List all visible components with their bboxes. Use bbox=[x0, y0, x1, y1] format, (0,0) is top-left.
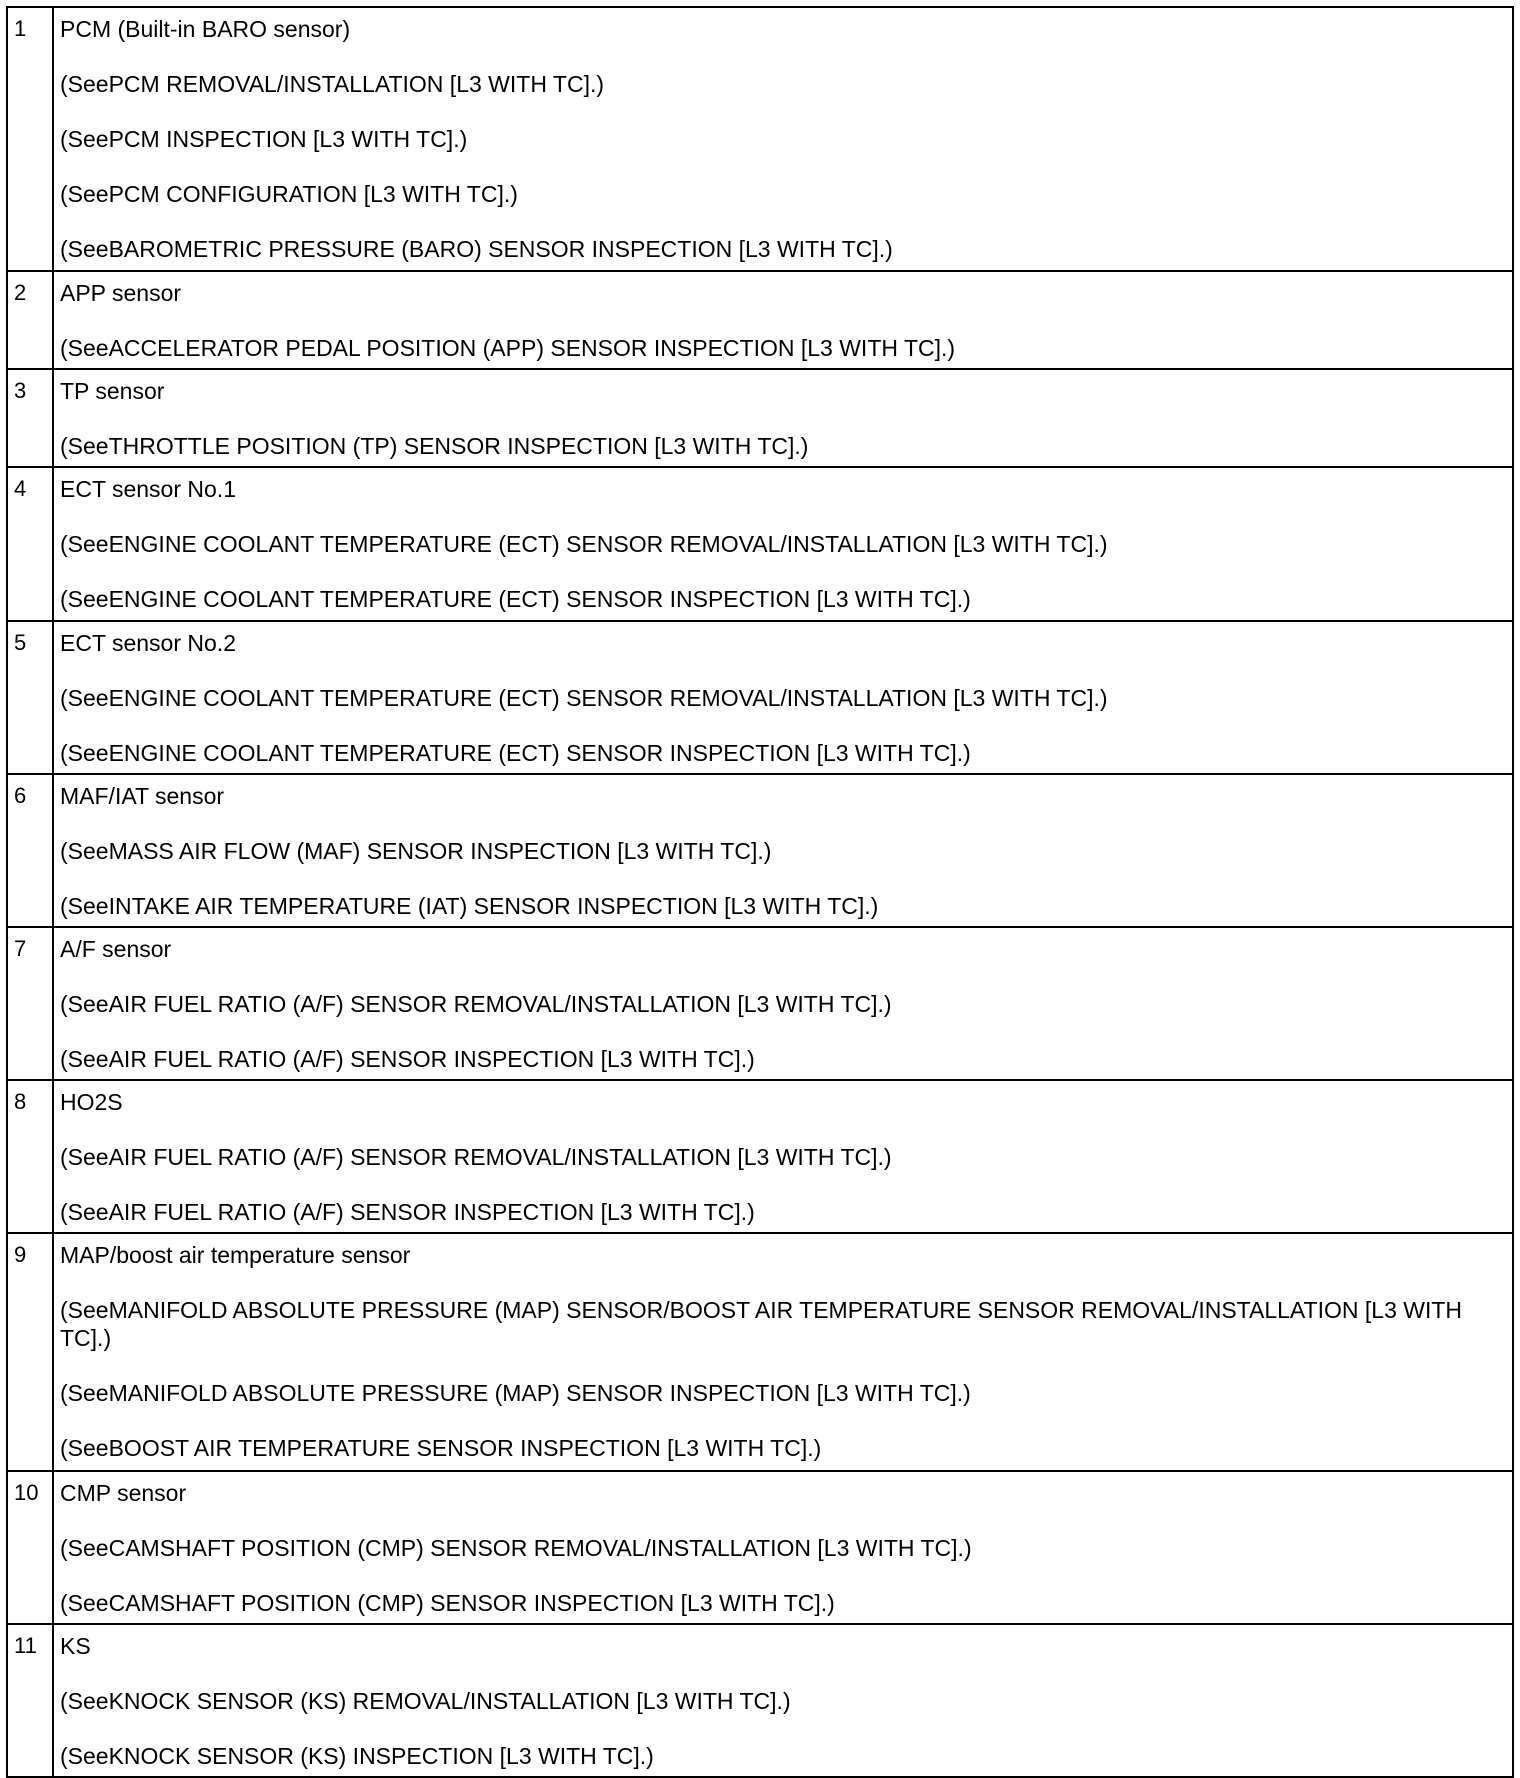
row-number: 2 bbox=[7, 271, 53, 369]
component-name: APP sensor bbox=[60, 280, 182, 306]
row-content bbox=[53, 1624, 1513, 1777]
reference-link[interactable]: (SeeMASS AIR FLOW (MAF) SENSOR INSPECTION [L3 WITH TC].) bbox=[60, 838, 772, 864]
reference-link[interactable]: (SeeAIR FUEL RATIO (A/F) SENSOR REMOVAL/INSTALLATION [L3 WITH TC].) bbox=[60, 1144, 892, 1170]
row-content bbox=[53, 369, 1513, 467]
reference-link[interactable]: (SeeENGINE COOLANT TEMPERATURE (ECT) SENSOR REMOVAL/INSTALLATION [L3 WITH TC].) bbox=[60, 685, 1108, 711]
reference-link[interactable]: (SeeMANIFOLD ABSOLUTE PRESSURE (MAP) SENSOR INSPECTION [L3 WITH TC].) bbox=[60, 1380, 971, 1406]
reference-link[interactable]: (SeeMANIFOLD ABSOLUTE PRESSURE (MAP) SENSOR/BOOST AIR TEMPERATURE SENSOR REMOVAL/INSTALLATION [L3 WITH TC].) bbox=[60, 1297, 1463, 1351]
reference-link[interactable]: (SeeAIR FUEL RATIO (A/F) SENSOR INSPECTION [L3 WITH TC].) bbox=[60, 1199, 755, 1225]
table-row bbox=[7, 467, 1513, 621]
reference-link[interactable]: (SeeENGINE COOLANT TEMPERATURE (ECT) SENSOR INSPECTION [L3 WITH TC].) bbox=[60, 586, 971, 612]
row-content bbox=[53, 1471, 1513, 1624]
component-name: PCM (Built-in BARO sensor) bbox=[60, 16, 351, 42]
row-content bbox=[53, 1233, 1513, 1471]
component-name: A/F sensor bbox=[60, 936, 172, 962]
reference-link[interactable]: (SeeBAROMETRIC PRESSURE (BARO) SENSOR INSPECTION [L3 WITH TC].) bbox=[60, 236, 893, 262]
row-content bbox=[53, 927, 1513, 1080]
row-number: 9 bbox=[7, 1233, 53, 1471]
reference-link[interactable]: (SeeINTAKE AIR TEMPERATURE (IAT) SENSOR INSPECTION [L3 WITH TC].) bbox=[60, 893, 879, 919]
reference-link[interactable]: (SeeENGINE COOLANT TEMPERATURE (ECT) SENSOR REMOVAL/INSTALLATION [L3 WITH TC].) bbox=[60, 531, 1108, 557]
reference-link[interactable]: (SeeTHROTTLE POSITION (TP) SENSOR INSPECTION [L3 WITH TC].) bbox=[60, 433, 809, 459]
row-content bbox=[53, 1080, 1513, 1233]
table-row bbox=[7, 1624, 1513, 1777]
row-content bbox=[53, 271, 1513, 369]
row-number: 8 bbox=[7, 1080, 53, 1233]
component-name: ECT sensor No.2 bbox=[60, 630, 236, 656]
table-row bbox=[7, 1471, 1513, 1624]
reference-link[interactable]: (SeePCM INSPECTION [L3 WITH TC].) bbox=[60, 126, 468, 152]
reference-link[interactable]: (SeeKNOCK SENSOR (KS) INSPECTION [L3 WITH TC].) bbox=[60, 1743, 654, 1769]
row-number: 5 bbox=[7, 621, 53, 774]
reference-link[interactable]: (SeeKNOCK SENSOR (KS) REMOVAL/INSTALLATION [L3 WITH TC].) bbox=[60, 1688, 791, 1714]
row-content bbox=[53, 467, 1513, 621]
reference-link[interactable]: (SeeCAMSHAFT POSITION (CMP) SENSOR REMOVAL/INSTALLATION [L3 WITH TC].) bbox=[60, 1535, 972, 1561]
reference-link[interactable]: (SeeENGINE COOLANT TEMPERATURE (ECT) SENSOR INSPECTION [L3 WITH TC].) bbox=[60, 740, 971, 766]
table-row bbox=[7, 1233, 1513, 1471]
table-row bbox=[7, 774, 1513, 927]
reference-link[interactable]: (SeeACCELERATOR PEDAL POSITION (APP) SENSOR INSPECTION [L3 WITH TC].) bbox=[60, 335, 956, 361]
component-name: KS bbox=[60, 1633, 91, 1659]
table-row bbox=[7, 927, 1513, 1080]
table-row bbox=[7, 369, 1513, 467]
component-name: MAF/IAT sensor bbox=[60, 783, 225, 809]
row-number: 10 bbox=[7, 1471, 53, 1624]
reference-link[interactable]: (SeeBOOST AIR TEMPERATURE SENSOR INSPECTION [L3 WITH TC].) bbox=[60, 1435, 822, 1461]
table-row bbox=[7, 271, 1513, 369]
row-content bbox=[53, 774, 1513, 927]
reference-link[interactable]: (SeeAIR FUEL RATIO (A/F) SENSOR INSPECTION [L3 WITH TC].) bbox=[60, 1046, 755, 1072]
reference-link[interactable]: (SeePCM CONFIGURATION [L3 WITH TC].) bbox=[60, 181, 518, 207]
table-row bbox=[7, 1080, 1513, 1233]
reference-link[interactable]: (SeePCM REMOVAL/INSTALLATION [L3 WITH TC].) bbox=[60, 71, 605, 97]
table-row bbox=[7, 7, 1513, 271]
row-content bbox=[53, 621, 1513, 774]
component-name: MAP/boost air temperature sensor bbox=[60, 1242, 411, 1268]
component-name: ECT sensor No.1 bbox=[60, 476, 236, 502]
row-number: 6 bbox=[7, 774, 53, 927]
component-name: HO2S bbox=[60, 1089, 123, 1115]
row-content bbox=[53, 7, 1513, 271]
table-row bbox=[7, 621, 1513, 774]
row-number: 1 bbox=[7, 7, 53, 271]
component-name: TP sensor bbox=[60, 378, 165, 404]
component-table bbox=[6, 6, 1514, 1778]
component-name: CMP sensor bbox=[60, 1480, 187, 1506]
reference-link[interactable]: (SeeCAMSHAFT POSITION (CMP) SENSOR INSPECTION [L3 WITH TC].) bbox=[60, 1590, 835, 1616]
row-number: 11 bbox=[7, 1624, 53, 1777]
row-number: 3 bbox=[7, 369, 53, 467]
reference-link[interactable]: (SeeAIR FUEL RATIO (A/F) SENSOR REMOVAL/INSTALLATION [L3 WITH TC].) bbox=[60, 991, 892, 1017]
row-number: 7 bbox=[7, 927, 53, 1080]
row-number: 4 bbox=[7, 467, 53, 621]
